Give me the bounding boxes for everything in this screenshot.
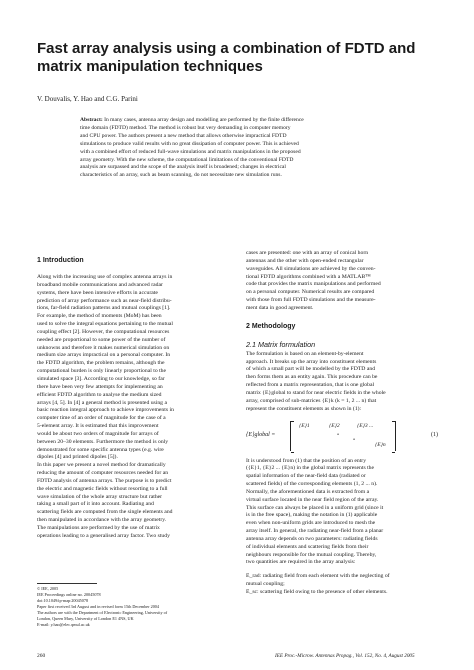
equation-lhs: {E}global =	[246, 431, 276, 438]
body-line: demonstrated for some specific antenna types (e.g. wire	[37, 446, 164, 453]
body-line: matrix {E}global to stand for near electric fields in the whole	[246, 389, 386, 396]
body-line: waveguides. All simulations are achieved by the conven-	[246, 265, 376, 272]
abstract-line: with a combined effort of reduced full-wave simulations and matrix manipulations in the proposed	[80, 148, 301, 155]
body-line: on a personal computer. Numerical results are compared	[246, 289, 375, 296]
body-line: cases are presented: one with an array of conical horn	[246, 250, 369, 256]
footnote-line: doi:10.1049/ip-map:20045078	[37, 598, 89, 603]
footnote-line: London, Queen Mary, University of London E1 4NS, UK	[37, 616, 134, 621]
body-line: there have been very few attempts for implementing an	[37, 383, 163, 390]
body-line: The formulation is based on an element-by-element	[246, 350, 364, 357]
abstract-line: simulations to produce valid results with no great dissipation of computer power. This is achieved	[80, 140, 299, 147]
body-line: The manipulations are performed by the use of matrix	[37, 525, 160, 531]
body-line: Normally, the aforementioned data is extracted from a	[246, 488, 370, 495]
page-number: 260	[37, 653, 46, 659]
body-line: approach. It breaks up the array into constituent elements	[246, 358, 377, 365]
body-line: tions, far-field radiation patterns and mutual couplings [1].	[37, 305, 171, 312]
introduction-continued	[246, 250, 440, 313]
body-line: antenna array depends on two parameters: radiating fields	[246, 535, 378, 542]
abstract-line: and CPU power. The authors present a new method that allows otherwise impractical FDTD	[80, 132, 287, 139]
body-line: coupling effect [2]. However, the computational resources	[37, 328, 170, 335]
body-line: This surface can always be placed in a uniform grid (since it	[246, 504, 384, 511]
title-line: Fast array analysis using a combination of FDTD and	[37, 40, 416, 57]
body-line: reflected from a matrix representation, that is one global	[246, 382, 375, 389]
definition-line: mutual coupling;	[246, 581, 285, 588]
body-line: basic reaction integral approach to achieve improvements in	[37, 407, 174, 414]
body-line: efficient FDTD algorithm to analyse the medium sized	[37, 391, 162, 398]
body-line: spatial information of the near-field data (radiated or	[246, 473, 366, 480]
body-line: is in the free space), making the notation in (1) applicable	[246, 512, 378, 519]
body-line: ment data in good agreement.	[246, 304, 314, 311]
abstract-line: array geometry. With the new scheme, the computational limitations of the conventional FDTD	[80, 156, 294, 163]
authors: V. Douvalis, Y. Hao and C.G. Parini	[37, 95, 138, 103]
body-line: the FDTD algorithm, the problem remains, although the	[37, 360, 165, 367]
abstract	[80, 117, 440, 180]
right-column	[246, 250, 440, 597]
body-line: then manipulated in accordance with the array geometry.	[37, 517, 167, 524]
body-line: array itself. In general, the radiating near-field from a planar	[246, 528, 384, 535]
body-line: In this paper we present a novel method for dramatically	[37, 462, 166, 469]
body-line: taking a small part of it into account. Radiating and	[37, 501, 154, 508]
footnote-line: E-mail: y.hao@elec.qmul.ac.uk	[37, 622, 90, 627]
section-heading-introduction: 1 Introduction	[37, 257, 84, 264]
body-line: dipoles [4] and printed dipoles [5]).	[37, 454, 118, 461]
abstract-line: time domain (FDTD) method. The method is robust but very demanding in computer memory	[80, 124, 291, 131]
introduction-body	[37, 274, 231, 541]
footnote-line: Paper first received 3rd August and in revised form 15th December 2004	[37, 604, 159, 609]
body-line: virtual surface located in the near field region of the array.	[246, 496, 379, 503]
body-line: of which a small part will be modelled by the FDTD and	[246, 366, 376, 373]
body-line: then forms them as an entity again. This procedure can be	[246, 374, 378, 381]
body-line: For example, the method of moments (MoM) has been	[37, 313, 162, 320]
paper-title	[37, 40, 447, 76]
equation-1	[246, 418, 440, 454]
footnotes	[37, 586, 231, 628]
body-line: of individual elements and scattering fields from their	[246, 543, 369, 550]
definition-line: Ê_rad: radiating field from each element with the neglecting of	[246, 573, 390, 580]
body-line: tional FDTD algorithms combined with a MATLAB™	[246, 273, 371, 280]
body-line: arrays [4, 5]. In [4] a general method is presented using a	[37, 399, 167, 406]
section-heading-methodology: 2 Methodology	[246, 322, 296, 330]
body-line: It is understood from (1) that the position of an entry	[246, 457, 367, 464]
matrix-entry: {E}n	[375, 441, 386, 448]
footnote-line: IEE Proceedings online no. 20045078	[37, 592, 101, 597]
body-line: scattered fields) of the corresponding elements (1, 2 ... n).	[246, 481, 378, 488]
definition-line: Ê_sc: scattering field owing to the presence of other elements.	[246, 589, 388, 595]
body-line: would be about two orders of magnitude for arrays of	[37, 430, 159, 437]
body-line: between 20–30 elements. Furthermore the method is only	[37, 438, 169, 445]
body-line: ({E}1, {E}2 ... {E}n) in the global matrix represents the	[246, 465, 375, 472]
subsection-heading-matrix-formulation: 2.1 Matrix formulation	[246, 339, 316, 349]
body-line: array, comprised of sub-matrices {E}k (k = 1, 2 ... n) that	[246, 397, 377, 404]
body-line: Along with the increasing use of complex antenna arrays in	[37, 274, 173, 280]
body-line: two quantities are required in the array analysis:	[246, 559, 356, 566]
body-line: used to solve the integral equations pertaining to the mutual	[37, 321, 173, 328]
abstract-line: analysis are surpassed and the scope of the analysis itself is broadened; changes in electrical	[80, 164, 286, 171]
body-line: represent the constituent elements as shown in (1):	[246, 405, 362, 412]
left-column	[37, 250, 231, 541]
body-line: the electric and magnetic fields without resorting to a full	[37, 485, 168, 492]
footnote-rule	[37, 583, 97, 584]
body-line: reducing the amount of computer resources needed for an	[37, 470, 169, 477]
body-line: code that provides the matrix manipulations and performed	[246, 281, 381, 288]
field-definitions	[246, 573, 440, 597]
footnote-line: © IEE, 2005	[37, 586, 59, 591]
matrix-dot: •	[337, 431, 339, 438]
body-line: unknowns and therefore it makes numerical simulation on	[37, 344, 170, 351]
body-line: simulated space [3]. According to our knowledge, so far	[37, 375, 165, 382]
abstract-label: Abstract:	[80, 117, 103, 123]
abstract-line: characteristics of an array, such as beam scanning, do not necessitate new simulation runs.	[80, 172, 282, 179]
matrix-entry: {E}2	[329, 422, 340, 429]
matrix-formulation-body-continued	[246, 458, 440, 568]
body-line: broadband mobile communications and advanced radar	[37, 281, 163, 288]
body-line: scattering fields are computed from the single elements and	[37, 509, 173, 516]
footnote-line: The authors are with the Department of Electronic Engineering, University of	[37, 610, 168, 615]
body-line: computational burden is only linearly proportional to the	[37, 368, 167, 375]
matrix-formulation-body	[246, 351, 440, 414]
body-line: needed are proportional to some power of the number of	[37, 336, 166, 343]
body-line: prediction of array performance such as near-field distribu-	[37, 297, 172, 304]
body-line: neighbours responsible for the mutual coupling. Thereby,	[246, 551, 377, 558]
body-line: wave simulation of the whole array structure but rather	[37, 493, 163, 500]
title-line: matrix manipulation techniques	[37, 58, 263, 75]
body-line: medium size arrays impractical on a personal computer. In	[37, 352, 171, 359]
body-line: systems, there have been intensive efforts in accurate	[37, 289, 158, 296]
body-line: FDTD analysis of antenna arrays. The purpose is to predict	[37, 477, 172, 484]
matrix-dot: •	[353, 436, 355, 443]
body-line: operations leading to a generalised array factor. Two study	[37, 532, 170, 539]
global-matrix	[290, 421, 396, 451]
abstract-line: Abstract: In many cases, antenna array design and modelling are performed by the finite difference	[80, 117, 304, 123]
matrix-entry: {E}1	[299, 422, 310, 429]
journal-footer: IEE Proc.-Microw. Antennas Propag., Vol. 152, No. 4, August 2005	[275, 653, 415, 659]
body-line: computer time of an order of magnitude for the case of a	[37, 415, 166, 422]
body-line: 5-element array. It is estimated that this improvement	[37, 423, 159, 430]
body-line: antennas and the other with open-ended rectangular	[246, 257, 364, 264]
body-line: even when non-uniform grids are introduced to mesh the	[246, 520, 376, 527]
body-line: with those from full FDTD simulations and the measure-	[246, 297, 376, 304]
equation-number: (1)	[431, 431, 438, 438]
matrix-entry: {E}3 ...	[357, 422, 374, 429]
